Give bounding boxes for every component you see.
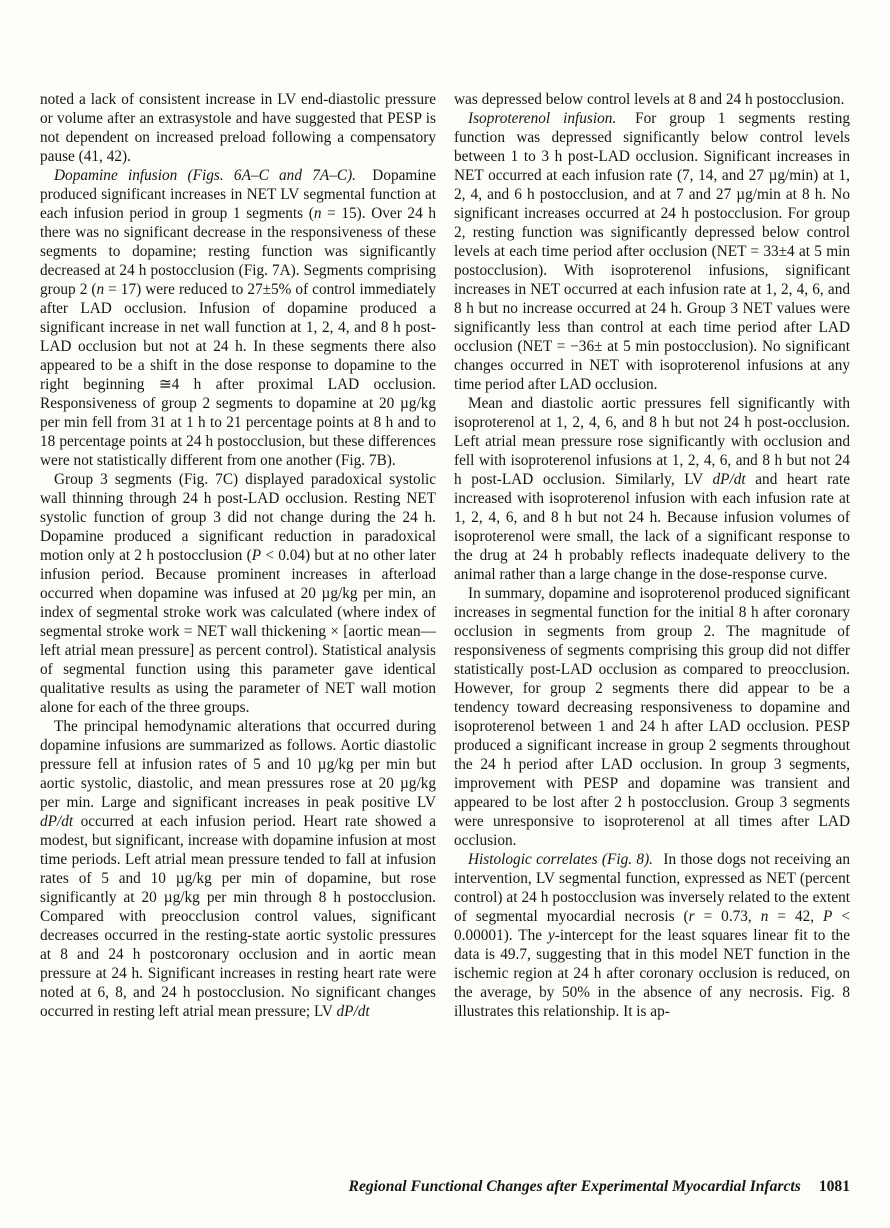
paragraph-segment-italic: dP/dt <box>40 813 74 830</box>
paragraph-segment: occurred at each infusion period. Heart rate showed a modest, but significant, increase with dopamine infusion at most time periods. Left atrial mean pressure tended to fall at infusion rates of 5 and 10 µg/kg per min of dopamine, but rose significantly at 20 µg/kg per min through 8 h postocclusion. Compared with preocclusion control values, significant decreases occurred in the resting-state aortic systolic pressures at 8 and 24 h postcoronary occlusion and in aortic mean pressure at 24 h. Significant increases in resting heart rate were noted at 6, 8, and 24 h postocclusion. No significant changes occurred in resting left atrial mean pressure; LV <box>40 813 436 1020</box>
paragraph-segment-italic: Histologic correlates (Fig. 8). <box>468 851 653 868</box>
paragraph-segment: Dopamine produced significant increases in NET LV segmental function at each infusion period in group 1 segments ( <box>40 167 436 222</box>
paragraph-segment: and heart rate increased with isoproterenol infusion with each infusion rate at 1, 2, 4, 6, and 8 h but not 24 h. Because infusion volumes of isoproterenol were small, the lack of a significant response to the drug at 24 h probably reflects inadequate delivery to the animal rather than a large change in the dose-response curve. <box>454 471 850 583</box>
paragraph-segment: = 42, <box>768 908 824 925</box>
paragraph-segment-italic: n <box>313 205 322 222</box>
paragraph-segment: Mean and diastolic aortic pressures fell significantly with isoproterenol at 1, 2, 4, 6, and 8 h but not 24 h post-occlusion. Left atrial mean pressure rose significantly with occlusion and fell with isoproterenol infusions at 1, 2, 4, 6, and 8 h but not 24 h post-LAD occlusion. Similarly, LV <box>454 395 850 488</box>
paragraph-segment: The principal hemodynamic alterations that occurred during dopamine infusions are summarized as follows. Aortic diastolic pressure fell at infusion rates of 5 and 10 µg/kg per min but aortic systolic, diastolic, and mean pressures rose at 20 µg/kg per min. Large and significant increases in peak positive LV <box>40 718 436 811</box>
running-title: Regional Functional Changes after Experimental Myocardial Infarcts <box>348 1178 801 1195</box>
paragraph-segment-italic: P <box>823 908 833 925</box>
paragraph <box>40 717 436 1021</box>
paragraph-segment: -intercept for the least squares linear fit to the data is 49.7, suggesting that in this model NET function in the ischemic region at 24 h after coronary occlusion is reduced, on the average, by 50% in the absence of any necrosis. Fig. 8 illustrates this relationship. It is ap- <box>454 927 850 1020</box>
page-footer <box>349 1178 850 1196</box>
paragraph-segment: For group 1 segments resting function was depressed significantly below control levels between 1 to 3 h post-LAD occlusion. Significant increases in NET occurred at each infusion rate (7, 14, and 27 µg/min) at 1, 2, 4, and 6 h postocclusion, and at 7 and 27 µg/min at 8 h. No significant increases occurred at 24 h postocclusion. For group 2, resting function was significantly depressed below control levels at each time period after occlusion (NET = 33±4 at 5 min postocclusion). With isoproterenol infusions, significant increases in NET occurred at each infusion rate at 1, 2, 4, 6, and 8 h but no increase occurred at 24 h. Group 3 NET values were significantly less than control at each time period after LAD occlusion (NET = −36± at 5 min postocclusion). No significant changes occurred in NET with isoproterenol infusions at any time period after LAD occlusion. <box>454 110 850 393</box>
paragraph-segment: noted a lack of consistent increase in LV end-diastolic pressure or volume after an extrasystole and have suggested that PESP is not dependent on increased preload following a compensatory pause (41, 42). <box>40 91 436 165</box>
paragraph-segment: was depressed below control levels at 8 and 24 h postocclusion. <box>454 91 845 108</box>
paragraph <box>454 90 850 109</box>
paragraph-segment-italic: Dopamine infusion (Figs. 6A–C and 7A–C). <box>54 167 357 184</box>
paragraph-segment: Group 3 segments (Fig. 7C) displayed paradoxical systolic wall thinning through 24 h post-LAD occlusion. Resting NET systolic function of group 3 did not change during the 24 h. Dopamine produced a significant reduction in paradoxical motion only at 2 h postocclusion ( <box>40 471 436 564</box>
page-number: 1081 <box>818 1178 850 1195</box>
right-column <box>454 90 850 1021</box>
paragraph <box>40 470 436 717</box>
paragraph-segment: In summary, dopamine and isoproterenol produced significant increases in segmental function for the initial 8 h after coronary occlusion in segments from group 2. The magnitude of responsiveness of segments comprising this group did not differ statistically post-LAD occlusion as compared to preocclusion. However, for group 2 segments there did appear to be a tendency toward decreasing responsiveness to dopamine and isoproterenol between 1 and 24 h after LAD occlusion. PESP produced a significant increase in group 2 segments throughout the 24 h period after LAD occlusion. In group 3 segments, improvement with PESP and dopamine was transient and appeared to be lost after 2 h postocclusion. Group 3 segments were unresponsive to isoproterenol at all times after LAD occlusion. <box>454 585 850 849</box>
paragraph-segment: = 15). Over 24 h there was no significant decrease in the responsiveness of these segments to dopamine; resting function was significantly decreased at 24 h postocclusion (Fig. 7A). Segments comprising group 2 ( <box>40 205 436 298</box>
paragraph-segment-italic: Isoproterenol infusion. <box>468 110 617 127</box>
left-column <box>40 90 436 1021</box>
paragraph <box>40 90 436 166</box>
paragraph-segment-italic: y <box>547 927 555 944</box>
paragraph <box>454 394 850 584</box>
paragraph-segment-italic: n <box>760 908 769 925</box>
paragraph-segment: In those dogs not receiving an intervention, LV segmental function, expressed as NET (percent control) at 24 h postocclusion was inversely related to the extent of segmental myocardial necrosis ( <box>454 851 850 925</box>
paragraph-segment: = 17) were reduced to 27±5% of control immediately after LAD occlusion. Infusion of dopamine produced a significant increase in net wall function at 1, 2, 4, and 8 h post-LAD occlusion but not at 24 h. In these segments there also appeared to be a shift in the dose response to dopamine to the right beginning ≅4 h after proximal LAD occlusion. Responsiveness of group 2 segments to dopamine at 20 µg/kg per min fell from 31 at 1 h to 21 percentage points at 8 h and to 18 percentage points at 24 h postocclusion, but these differences were not statistically different from one another (Fig. 7B). <box>40 281 436 469</box>
paragraph <box>454 584 850 850</box>
paragraph-segment-italic: dP/dt <box>712 471 746 488</box>
paragraph-segment: = 0.73, <box>694 908 761 925</box>
paragraph-segment: < 0.00001). The <box>454 908 850 944</box>
text-columns <box>40 90 850 1021</box>
paragraph-segment-italic: P <box>251 547 262 564</box>
paragraph <box>454 850 850 1021</box>
paragraph <box>454 109 850 394</box>
paragraph-segment-italic: r <box>688 908 695 925</box>
paragraph-segment-italic: dP/dt <box>336 1003 370 1020</box>
paragraph-segment-italic: n <box>96 281 105 298</box>
paragraph <box>40 166 436 470</box>
paragraph-segment: < 0.04) but at no other later infusion period. Because prominent increases in afterload occurred when dopamine was infused at 20 µg/kg per min, an index of segmental stroke work was calculated (where index of segmental stroke work = NET wall thickening × [aortic mean—left atrial mean pressure] as percent control). Statistical analysis of segmental function using this parameter gave identical qualitative results as using the parameter of NET wall motion alone for each of the three groups. <box>40 547 437 716</box>
